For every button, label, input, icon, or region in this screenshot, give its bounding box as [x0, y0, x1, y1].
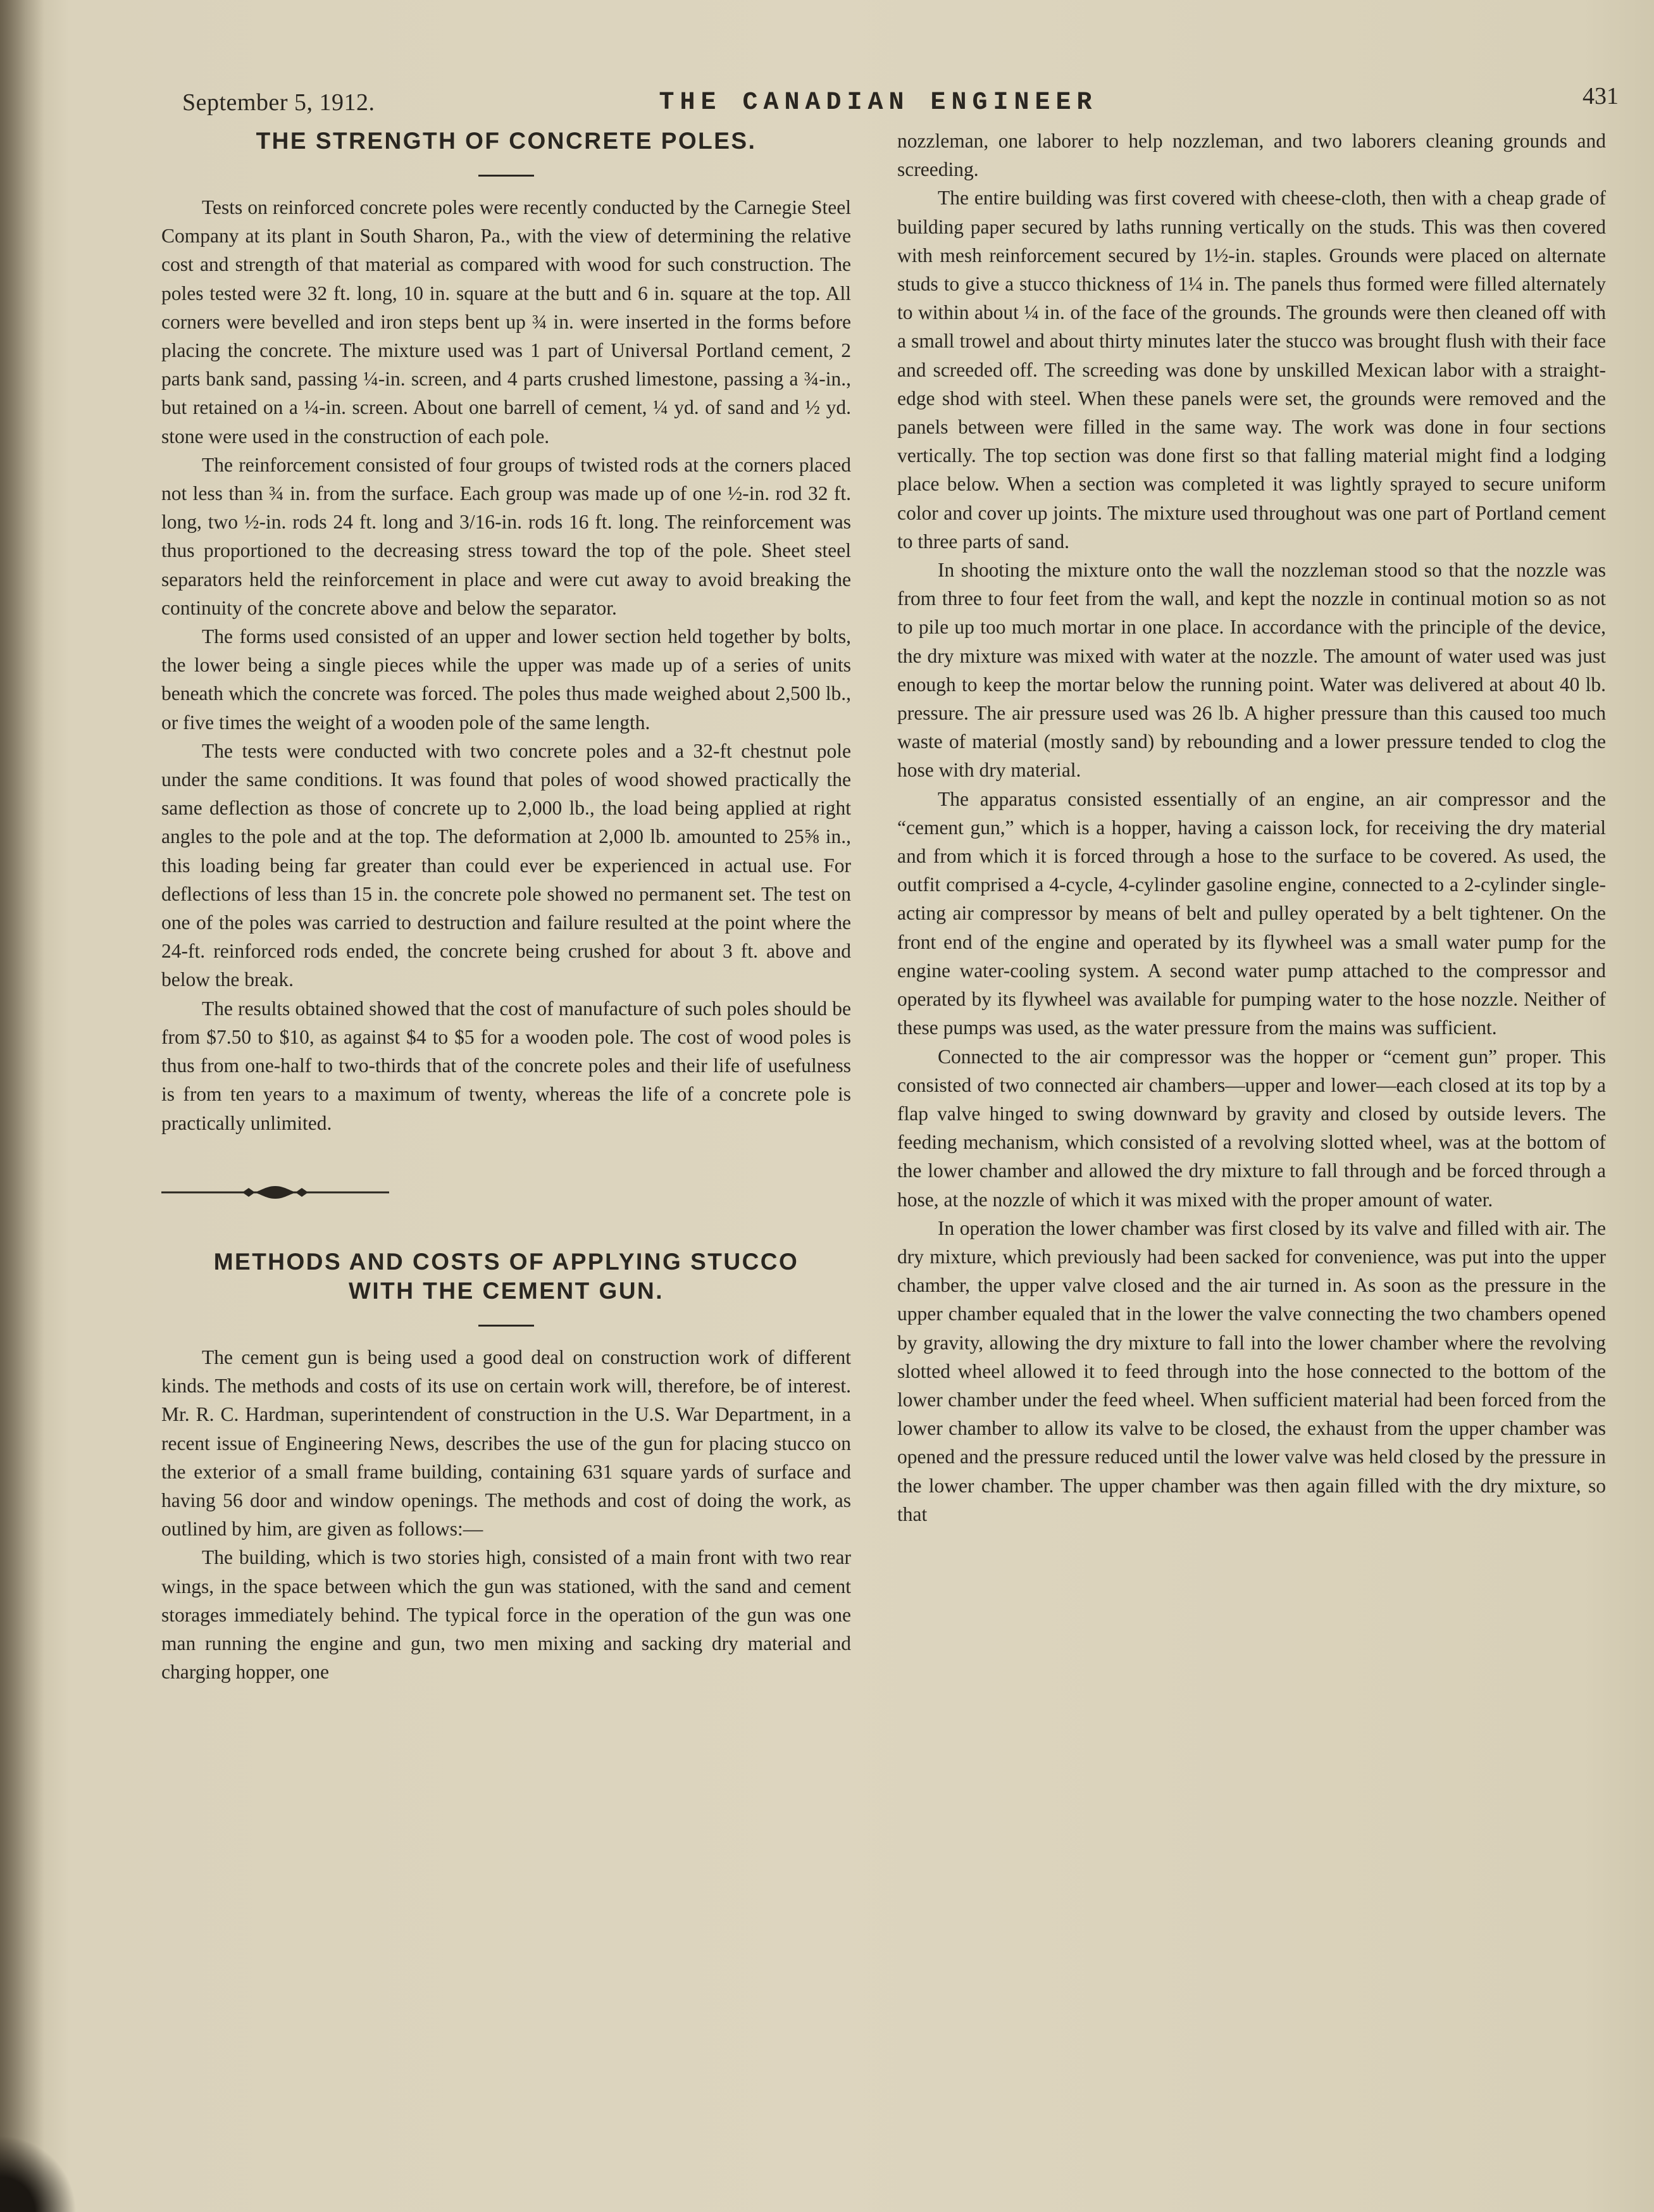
section-divider-ornament	[161, 1183, 389, 1202]
left-column	[161, 127, 851, 1686]
article1-paragraph: The forms used consisted of an upper and lower section held together by bolts, the lower being a single pieces while the upper was made up of a series of units beneath which the concrete was forced. The poles thus made weighed about 2,500 lb., or five times the weight of a wooden pole of the same length.	[161, 625, 851, 734]
scan-corner-shadow	[0, 2136, 95, 2212]
right-column	[897, 127, 1606, 1528]
article1-paragraph: The results obtained showed that the cost of manufacture of such poles should be from $7.50 to $10, as against $4 to $5 for a wooden pole. The cost of wood poles is thus from one-half to two-thirds that of the concrete poles and their life of usefulness is from ten years to a maximum of twenty, whereas the life of a concrete pole is practically unlimited.	[161, 997, 851, 1134]
article2-paragraph: Connected to the air compressor was the hopper or “cement gun” proper. This consisted of two connected air chambers—upper and lower—each closed at its top by a flap valve hinged to swing downward by gravity and closed by outside levers. The feeding mechanism, which consisted of a revolving slotted wheel, was at the bottom of the lower chamber and allowed the dry mixture to fall through and be forced through a hose, at the nozzle of which it was mixed with the proper amount of water.	[897, 1045, 1606, 1211]
article2-paragraph: The apparatus consisted essentially of an engine, an air compressor and the “cement gun,” which is a hopper, having a caisson lock, for receiving the dry material and from which it is forced through a hose to the surface to be covered. As used, the outfit comprised a 4-cycle, 4-cylinder gasoline engine, connected to a 2-cylinder single-acting air compressor by means of belt and pulley operated by a belt tightener. On the front end of the engine and operated by its flywheel was a small water pump for the engine water-cooling system. A second water pump attached to the compressor and operated by its flywheel was available for pumping water to the hose nozzle. Neither of these pumps was used, as the water pressure from the mains was sufficient.	[897, 787, 1606, 1039]
article1-paragraph: Tests on reinforced concrete poles were recently conducted by the Carnegie Steel Company at its plant in South Sharon, Pa., with the view of determining the relative cost and strength of that material as compared with wood for such construction. The poles tested were 32 ft. long, 10 in. square at the butt and 6 in. square at the top. All corners were bevelled and iron steps bent up ¾ in. were inserted in the forms before placing the concrete. The mixture used was 1 part of Universal Portland cement, 2 parts bank sand, passing ¼-in. screen, and 4 parts crushed limestone, passing a ¾-in., but retained on a ¼-in. screen. About one barrell of cement, ¼ yd. of sand and ½ yd. stone were used in the construction of each pole.	[161, 196, 851, 447]
page-number: 431	[1582, 83, 1619, 109]
article1-paragraph: The reinforcement consisted of four groups of twisted rods at the corners placed not less than ¾ in. from the surface. Each group was made up of one ½-in. rod 32 ft. long, two ½-in. rods 24 ft. long and 3/16-in. rods 16 ft. long. The reinforcement was thus proportioned to the decreasing stress toward the top of the pole. Sheet steel separators held the reinforcement in place and were cut away to avoid breaking the continuity of the concrete above and below the separator.	[161, 453, 851, 619]
journal-title: THE CANADIAN ENGINEER	[659, 89, 1098, 117]
article1-paragraph: The tests were conducted with two concrete poles and a 32-ft chestnut pole under the same conditions. It was found that poles of wood showed practically the same deflection as those of concrete up to 2,000 lb., the load being applied at right angles to the pole and at the top. The deformation at 2,000 lb. amounted to 25⅝ in., this loading being far greater than could ever be experienced in actual use. For deflections of less than 15 in. the concrete pole showed no permanent set. The test on one of the poles was carried to destruction and failure resulted at the point where the 24-ft. reinforced rods ended, the concrete being crushed for about 3 ft. above and below the break.	[161, 739, 851, 991]
article2-paragraph: The cement gun is being used a good deal on construction work of different kinds. The methods and costs of its use on certain work will, therefore, be of interest. Mr. R. C. Hardman, superintendent of construction in the U.S. War Department, in a recent issue of Engineering News, describes the use of the gun for placing stucco on the exterior of a small frame building, containing 631 square yards of surface and having 56 door and window openings. The methods and cost of doing the work, as outlined by him, are given as follows:—	[161, 1346, 851, 1540]
article2-title-line1: METHODS AND COSTS OF APPLYING STUCCO	[213, 1248, 799, 1275]
title-rule	[478, 175, 534, 177]
title-rule	[478, 1325, 534, 1327]
article2-paragraph: The entire building was first covered with cheese-cloth, then with a cheap grade of building paper secured by laths running vertically on the studs. This was then covered with mesh reinforcement secured by 1½-in. staples. Grounds were placed on alternate studs to give a stucco thickness of 1¼ in. The panels thus formed were filled alternately to within about ¼ in. of the face of the grounds. The grounds were then cleaned off with a small trowel and about thirty minutes later the stucco was brought flush with their face and screeded off. The screeding was done by unskilled Mexican labor with a straight-edge shod with steel. When these panels were set, the grounds were removed and the panels between were filled in the same way. The work was done in four sections vertically. The top section was done first so that falling material might find a lodging place below. When a section was completed it was lightly sprayed to secure uniform color and cover up joints. The mixture used throughout was one part of Portland cement to three parts of sand.	[897, 187, 1606, 553]
article2-paragraph: In operation the lower chamber was first closed by its valve and filled with air. The dry mixture, which previously had been sacked for convenience, was put into the upper chamber, the upper valve closed and the air turned in. As soon as the pressure in the upper chamber equaled that in the lower the valve connecting the two chambers opened by gravity, allowing the dry mixture to fall into the lower chamber where the revolving slotted wheel allowed it to feed through into the hose connected to the bottom of the lower chamber under the feed wheel. When sufficient material had been forced from the lower chamber to allow its valve to be closed, the exhaust from the upper chamber was opened and the pressure reduced until the lower valve was held closed by the pressure in the lower chamber. The upper chamber was then again filled with the dry mixture, so that	[897, 1216, 1606, 1525]
article1-title: THE STRENGTH OF CONCRETE POLES.	[256, 128, 757, 154]
article2-title-line2: WITH THE CEMENT GUN.	[348, 1277, 664, 1304]
article2-paragraph-continued: nozzleman, one laborer to help nozzleman, and two laborers cleaning grounds and screeding.	[897, 130, 1606, 181]
binding-gutter-shadow	[0, 0, 44, 2212]
issue-date: September 5, 1912.	[182, 89, 375, 116]
article2-paragraph: The building, which is two stories high, consisted of a main front with two rear wings, in the space between which the gun was stationed, with the sand and cement storages immediately behind. The typical force in the operation of the gun was one man running the engine and gun, two men mixing and sacking dry material and charging hopper, one	[161, 1546, 851, 1684]
article2-paragraph: In shooting the mixture onto the wall the nozzleman stood so that the nozzle was from three to four feet from the wall, and kept the nozzle in continual motion so as not to pile up too much mortar in one place. In accordance with the principle of the device, the dry mixture was mixed with water at the nozzle. The amount of water used was just enough to keep the mortar below the running point. Water was delivered at about 40 lb. pressure. The air pressure used was 26 lb. A higher pressure than this caused too much waste of material (mostly sand) by rebounding and a lower pressure tended to clog the hose with dry material.	[897, 559, 1606, 782]
